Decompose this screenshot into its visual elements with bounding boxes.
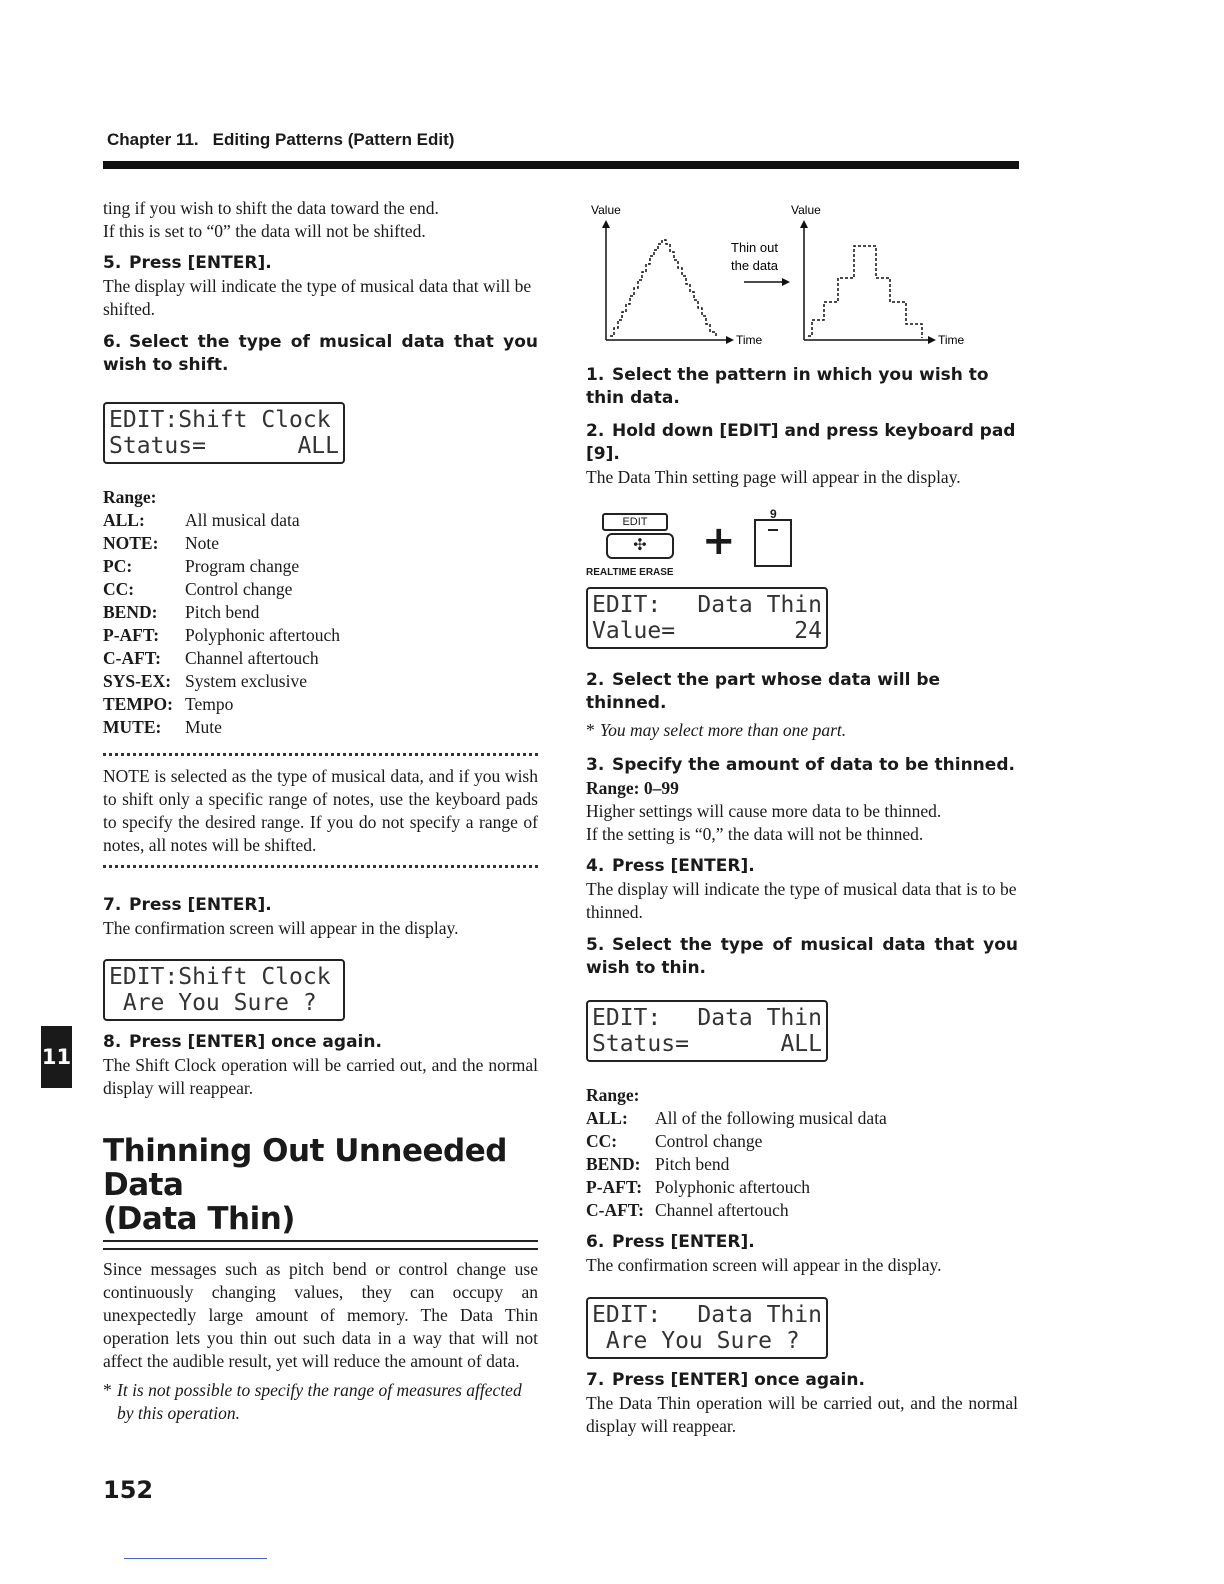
lcd-line-2-value: ALL — [297, 433, 339, 459]
intro-line-2: If this is set to “0” the data will not be shifted. — [103, 221, 426, 241]
lcd-shift-clock-status — [103, 402, 345, 464]
section-note — [103, 1379, 538, 1425]
step-8-description: The Shift Clock operation will be carried out, and the normal display will reappear. — [103, 1055, 538, 1098]
step-5-heading: 5. Select the type of musical data that you wish to thin. — [586, 935, 1018, 978]
section-note-text: It is not possible to specify the range of measures affected by this operation. — [117, 1380, 522, 1423]
range-key: NOTE: — [103, 533, 159, 553]
step-7-heading: 7. Press [ENTER] once again. — [586, 1370, 865, 1390]
section-title-rule — [103, 1240, 538, 1250]
range-key: TEMPO: — [103, 694, 173, 714]
step-2b-heading: 2. Select the part whose data will be thinned. — [586, 670, 941, 713]
bottom-rule — [124, 1558, 267, 1559]
chapter-title: Editing Patterns (Pattern Edit) — [212, 130, 455, 149]
range-key: C-AFT: — [586, 1200, 644, 1220]
step-7-description: The Data Thin operation will be carried out, and the normal display will reappear. — [586, 1393, 1018, 1436]
erase-icon: ✣ — [633, 535, 647, 554]
edit-button[interactable] — [606, 533, 674, 559]
note-asterisk: * — [103, 1380, 112, 1400]
step-2b-note-text: You may select more than one part. — [600, 720, 847, 740]
diagram-time-label-right: Time — [938, 333, 965, 347]
lcd-line-1-value: Data Thin — [697, 1302, 822, 1328]
range-row — [103, 647, 340, 670]
lcd-data-thin-confirm — [586, 1297, 828, 1359]
step-3-description-1: Higher settings will cause more data to be thinned. — [586, 801, 942, 821]
lcd-line-2-label: Status= — [592, 1031, 689, 1057]
range-key: CC: — [103, 579, 135, 599]
range-row — [103, 555, 340, 578]
lcd-line-2-value: ALL — [780, 1031, 822, 1057]
key-combination — [586, 509, 826, 585]
range-value: Polyphonic aftertouch — [185, 625, 341, 645]
left-x-arrow — [726, 336, 734, 344]
range-key: ALL: — [586, 1108, 628, 1128]
diagram-value-label-left: Value — [591, 203, 621, 217]
range-row — [103, 532, 340, 555]
range-value: Pitch bend — [185, 602, 260, 622]
note-asterisk: * — [586, 720, 595, 740]
range-value: Channel aftertouch — [655, 1200, 789, 1220]
range-row — [586, 1176, 887, 1199]
right-column — [586, 364, 1018, 1438]
step-6-heading: 6. Press [ENTER]. — [586, 1232, 755, 1252]
range-key: P-AFT: — [586, 1177, 643, 1197]
range-key: MUTE: — [103, 717, 162, 737]
keyboard-pad-9[interactable] — [754, 519, 792, 567]
chapter-number: Chapter 11. — [107, 130, 199, 149]
range-value: Program change — [185, 556, 300, 576]
range-row — [103, 509, 340, 532]
original-data-curve — [610, 240, 716, 338]
lcd-line-2-label: Value= — [592, 618, 676, 644]
lcd-line-1-label: EDIT: — [592, 592, 662, 618]
step-8-heading: 8. Press [ENTER] once again. — [103, 1032, 382, 1052]
range-value: All musical data — [185, 510, 300, 530]
lcd-line-1: EDIT:Shift Clock — [109, 407, 331, 433]
lcd-line-1-value: Data Thin — [697, 592, 822, 618]
left-column — [103, 197, 538, 1425]
lcd-line-1-value: Data Thin — [697, 1005, 822, 1031]
range-key: PC: — [103, 556, 133, 576]
diagram-time-label-left: Time — [736, 333, 763, 347]
data-thin-diagram — [586, 200, 986, 350]
header-rule — [103, 161, 1019, 169]
lcd-line-1-label: EDIT: — [592, 1005, 662, 1031]
step-7-description: The confirmation screen will appear in the display. — [103, 918, 459, 938]
step-2-description: The Data Thin setting page will appear in the display. — [586, 467, 961, 487]
thin-arrow-head — [782, 278, 790, 286]
range-row — [103, 624, 340, 647]
step-1-heading: 1. Select the pattern in which you wish to thin data. — [586, 365, 989, 408]
range-value: Note — [185, 533, 220, 553]
section-title — [103, 1134, 538, 1236]
range-row — [586, 1107, 887, 1130]
left-y-arrow — [602, 220, 610, 228]
lcd-line-2: Are You Sure ? — [109, 990, 317, 1016]
pad-indicator — [768, 529, 778, 531]
step-2b-note — [586, 719, 1018, 742]
range-row — [103, 601, 340, 624]
range-key: BEND: — [586, 1154, 641, 1174]
section-title-line-2: (Data Thin) — [103, 1201, 295, 1237]
pad-number-label: 9 — [770, 507, 777, 521]
range-key: BEND: — [103, 602, 158, 622]
range-value: All of the following musical data — [655, 1108, 887, 1128]
step-5-heading: 5. Press [ENTER]. — [103, 253, 272, 273]
range-table — [103, 509, 340, 739]
range-value: Control change — [185, 579, 293, 599]
range-key: ALL: — [103, 510, 145, 530]
edit-key-label: EDIT — [602, 513, 668, 531]
range-key: P-AFT: — [103, 625, 160, 645]
range-value: Pitch bend — [655, 1154, 730, 1174]
range-key: CC: — [586, 1131, 618, 1151]
note-box-text: NOTE is selected as the type of musical data, and if you wish to shift only a specific range of notes, use the keyboard pads to specify the desired range. If you do not specify a range of notes, all notes will be shifted. — [103, 766, 538, 855]
realtime-erase-label: REALTIME ERASE — [586, 567, 674, 578]
step-3-heading: 3. Specify the amount of data to be thinned. — [586, 755, 1015, 775]
range-value: Mute — [185, 717, 222, 737]
range-row — [586, 1130, 887, 1153]
range-value: Control change — [655, 1131, 763, 1151]
thin-out-label-1: Thin out — [731, 240, 778, 255]
section-body: Since messages such as pitch bend or control change use continuously changing values, they can occupy an unexpectedly large amount of memory. The Data Thin operation lets you thin out such data in a way that will not affect the audible result, yet will reduce the amount of data. — [103, 1259, 538, 1371]
lcd-line-1: EDIT:Shift Clock — [109, 964, 331, 990]
lcd-line-2-value: 24 — [794, 618, 822, 644]
range-value: Tempo — [185, 694, 234, 714]
right-range-table — [586, 1107, 887, 1222]
range-row — [586, 1199, 887, 1222]
intro-line-1: ting if you wish to shift the data toward the end. — [103, 198, 439, 218]
range-key: C-AFT: — [103, 648, 161, 668]
range-value: System exclusive — [185, 671, 307, 691]
step-6-description: The confirmation screen will appear in the display. — [586, 1255, 942, 1275]
lcd-line-2-label: Status= — [109, 433, 206, 459]
chapter-header — [107, 130, 454, 150]
right-y-arrow — [800, 220, 808, 228]
range-row — [103, 693, 340, 716]
range-value: Channel aftertouch — [185, 648, 319, 668]
lcd-line-1-label: EDIT: — [592, 1302, 662, 1328]
range-row — [103, 670, 340, 693]
step-6-heading: 6. Select the type of musical data that you wish to shift. — [103, 332, 538, 375]
step-4-description: The display will indicate the type of musical data that is to be thinned. — [586, 879, 1017, 922]
step-3-range: Range: 0–99 — [586, 778, 679, 798]
thin-out-label-2: the data — [731, 258, 778, 273]
step-3-description-2: If the setting is “0,” the data will not be thinned. — [586, 824, 924, 844]
diagram-value-label-right: Value — [791, 203, 821, 217]
range-title: Range: — [103, 487, 157, 507]
step-5-description: The display will indicate the type of musical data that will be shifted. — [103, 276, 532, 319]
right-x-arrow — [928, 336, 936, 344]
range-row — [103, 716, 340, 739]
range-row — [103, 578, 340, 601]
range-key: SYS-EX: — [103, 671, 172, 691]
plus-sign: + — [702, 518, 736, 564]
page-number: 152 — [103, 1476, 154, 1504]
lcd-data-thin-status — [586, 1000, 828, 1062]
step-2-heading: 2. Hold down [EDIT] and press keyboard pad [9]. — [586, 421, 1016, 464]
thinned-data-curve — [808, 246, 922, 338]
section-title-line-1: Thinning Out Unneeded Data — [103, 1133, 507, 1203]
step-4-heading: 4. Press [ENTER]. — [586, 856, 755, 876]
lcd-line-2: Are You Sure ? — [592, 1328, 800, 1354]
lcd-data-thin-value — [586, 587, 828, 649]
range-row — [586, 1153, 887, 1176]
chapter-tab: 11 — [41, 1026, 72, 1088]
lcd-shift-clock-confirm — [103, 959, 345, 1021]
step-7-heading: 7. Press [ENTER]. — [103, 895, 272, 915]
right-range-title: Range: — [586, 1085, 640, 1105]
range-value: Polyphonic aftertouch — [655, 1177, 811, 1197]
